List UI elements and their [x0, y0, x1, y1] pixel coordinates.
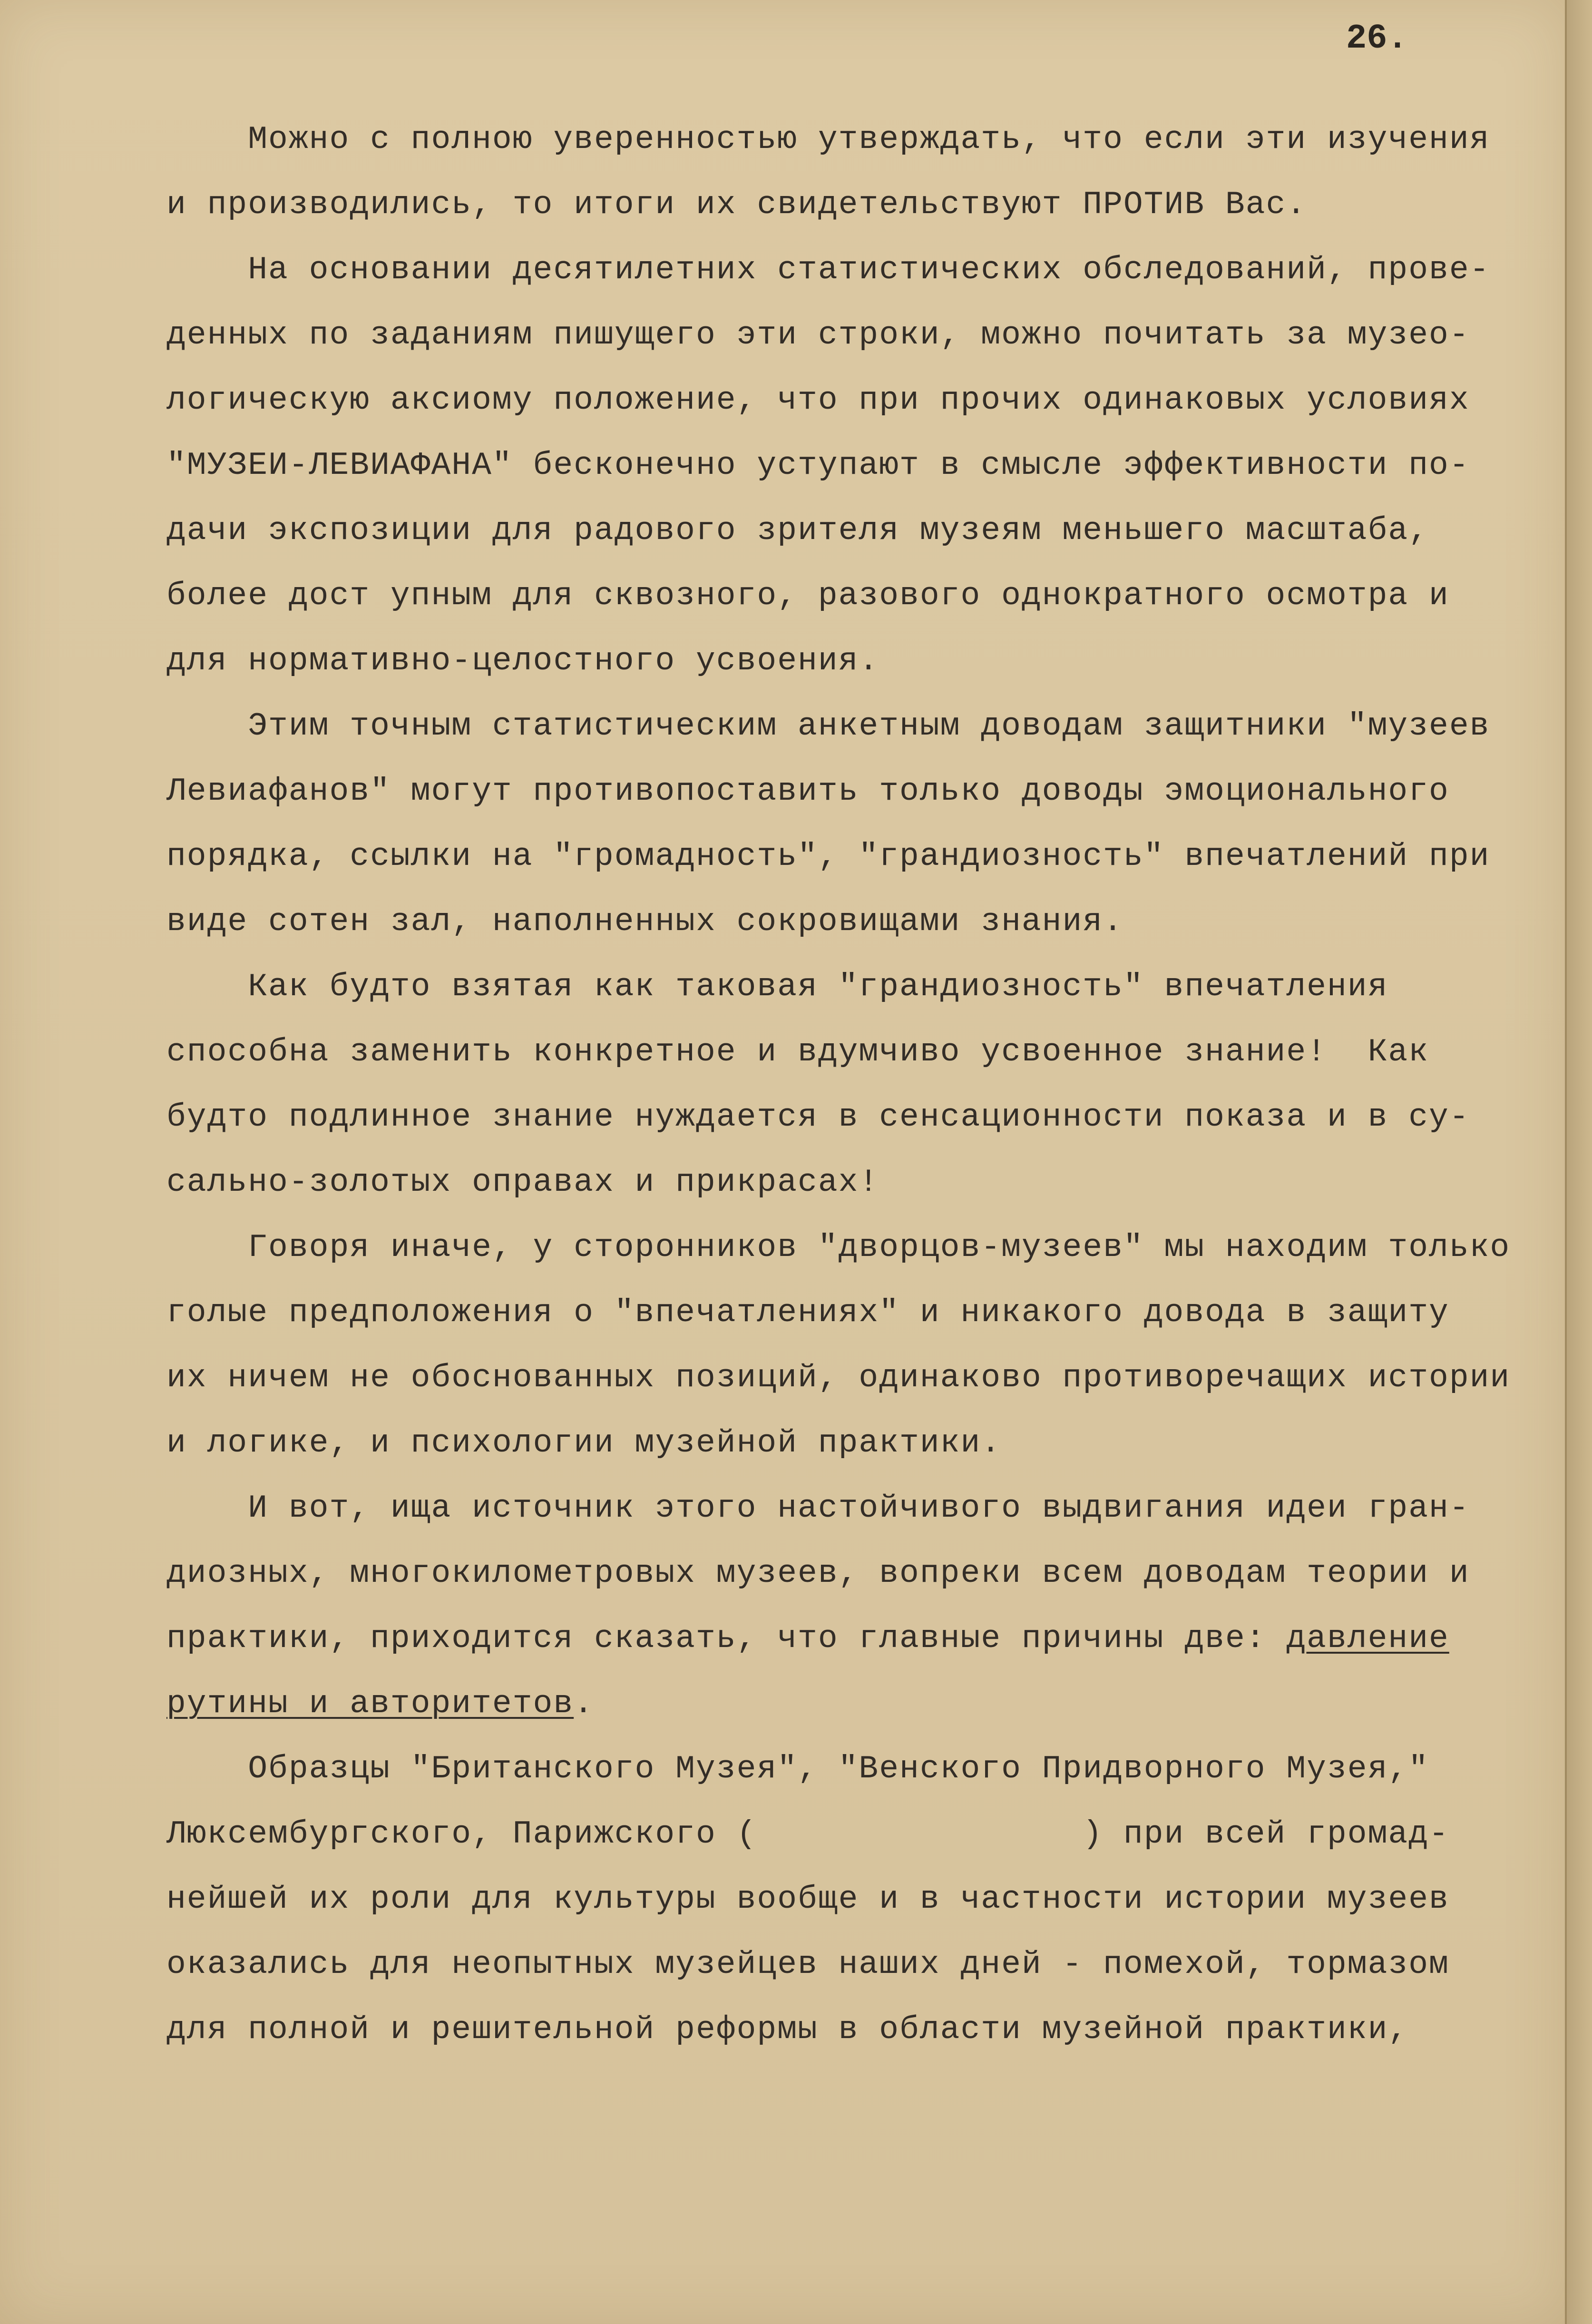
text-line: Как будто взятая как таковая "грандиозность" впечатления	[166, 969, 1388, 1005]
text-line: дачи экспозиции для радового зрителя музеям меньшего масштаба,	[166, 512, 1429, 549]
text-line: оказались для неопытных музейцев наших дней - помехой, тормазом	[166, 1946, 1449, 1983]
page-number: 26.	[1346, 19, 1408, 58]
text-line: более дост упным для сквозного, разового однократного осмотра и	[166, 578, 1449, 614]
text-segment: .	[574, 1686, 594, 1722]
text-line: для нормативно-целостного усвоения.	[166, 643, 879, 679]
text-line: Образцы "Британского Музея", "Венского Придворного Музея,"	[166, 1751, 1429, 1787]
text-line: Левиафанов" могут противопоставить только доводы эмоционального	[166, 773, 1449, 810]
text-line: Этим точным статистическим анкетным доводам защитники "музеев	[166, 708, 1490, 745]
text-line	[166, 1606, 1565, 1671]
text-line: голые предположения о "впечатлениях" и никакого довода в защиту	[166, 1294, 1449, 1331]
text-line: будто подлинное знание нуждается в сенсационности показа и в су-	[166, 1099, 1470, 1136]
page-edge	[1565, 0, 1592, 2324]
text-line: их ничем не обоснованных позиций, одинаково противоречащих истории	[166, 1360, 1511, 1396]
text-segment: практики, приходится сказать, что главные причины две:	[166, 1620, 1287, 1657]
underlined-text: давление	[1286, 1620, 1449, 1657]
text-line: диозных, многокилометровых музеев, вопреки всем доводам теории и	[166, 1555, 1470, 1592]
text-line: И вот, ища источник этого настойчивого выдвигания идеи гран-	[166, 1490, 1470, 1527]
typewritten-text	[166, 107, 1565, 2062]
underlined-text: рутины и авторитетов	[166, 1686, 574, 1722]
text-line: способна заменить конкретное и вдумчиво усвоенное знание! Как	[166, 1034, 1429, 1070]
text-line: и логике, и психологии музейной практики.	[166, 1425, 1002, 1461]
text-line: Можно с полною уверенностью утверждать, что если эти изучения	[166, 121, 1490, 158]
text-line: На основании десятилетних статистических обследований, прове-	[166, 252, 1490, 288]
text-line: для полной и решительной реформы в области музейной практики,	[166, 2011, 1409, 2048]
text-line: сально-золотых оправах и прикрасах!	[166, 1164, 879, 1201]
text-line: Говоря иначе, у сторонников "дворцов-музеев" мы находим только	[166, 1229, 1511, 1266]
text-line: "МУЗЕИ-ЛЕВИАФАНА" бесконечно уступают в смысле эффективности по-	[166, 447, 1470, 484]
text-line	[166, 1671, 1565, 1736]
text-line: нейшей их роли для культуры вообще и в частности истории музеев	[166, 1881, 1449, 1918]
text-line: денных по заданиям пишущего эти строки, можно почитать за музео-	[166, 317, 1470, 353]
text-line: логическую аксиому положение, что при прочих одинаковых условиях	[166, 382, 1470, 419]
text-line: Люксембургского, Парижского ( ) при всей громад-	[166, 1816, 1449, 1853]
text-line: виде сотен зал, наполненных сокровищами знания.	[166, 903, 1123, 940]
text-line: порядка, ссылки на "громадность", "грандиозность" впечатлений при	[166, 838, 1490, 875]
text-line: и производились, то итоги их свидетельствуют ПРОТИВ Вас.	[166, 186, 1307, 223]
